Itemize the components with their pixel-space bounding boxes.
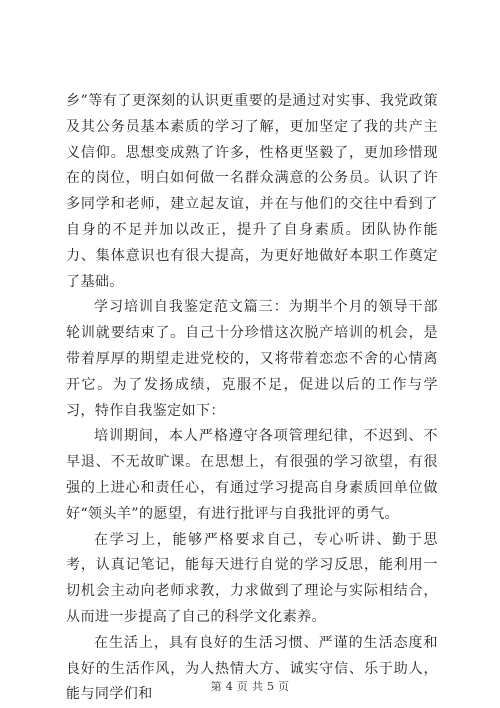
paragraph-5: 在生活上，具有良好的生活习惯、严谨的生活态度和良好的生活作风，为人热情大方、诚实守信、乐于助人，能与同学们和 bbox=[66, 634, 438, 703]
paragraph-3: 培训期间，本人严格遵守各项管理纪律，不迟到、不早退、不无故旷课。在思想上，有很强的学习欲望，有很强的上进心和责任心，有通过学习提高自身素质回单位做好“领头羊”的愿望，有进行批评与自我批评的勇气。 bbox=[66, 428, 438, 522]
paragraph-4: 在学习上，能够严格要求自己，专心听讲、勤于思考，认真记笔记，能每天进行自觉的学习反思，能利用一切机会主动向老师求教，力求做到了理论与实际相结合，从而进一步提高了自己的科学文化素养。 bbox=[66, 531, 438, 625]
paragraph-1: 乡”等有了更深刻的认识更重要的是通过对实事、我党政策及其公务员基本素质的学习了解，更加坚定了我的共产主义信仰。思想变成熟了许多，性格更坚毅了，更加珍惜现在的岗位，明白如何做一名群众满意的公务员。认识了许多同学和老师，建立起友谊，并在与他们的交往中看到了自身的不足并加以改正，提升了自身素质。团队协作能力、集体意识也有很大提高，为更好地做好本职工作奠定了基础。 bbox=[66, 93, 438, 290]
document-body bbox=[66, 89, 438, 708]
page-footer: 第 4 页 共 5 页 bbox=[210, 680, 290, 693]
paragraph-2: 学习培训自我鉴定范文篇三：为期半个月的领导干部轮训就要结束了。自己十分珍惜这次脱产培训的机会，是带着厚厚的期望走进党校的，又将带着恋恋不舍的心情离开它。为了发扬成绩，克服不足，促进以后的工作与学习，特作自我鉴定如下： bbox=[66, 299, 438, 419]
